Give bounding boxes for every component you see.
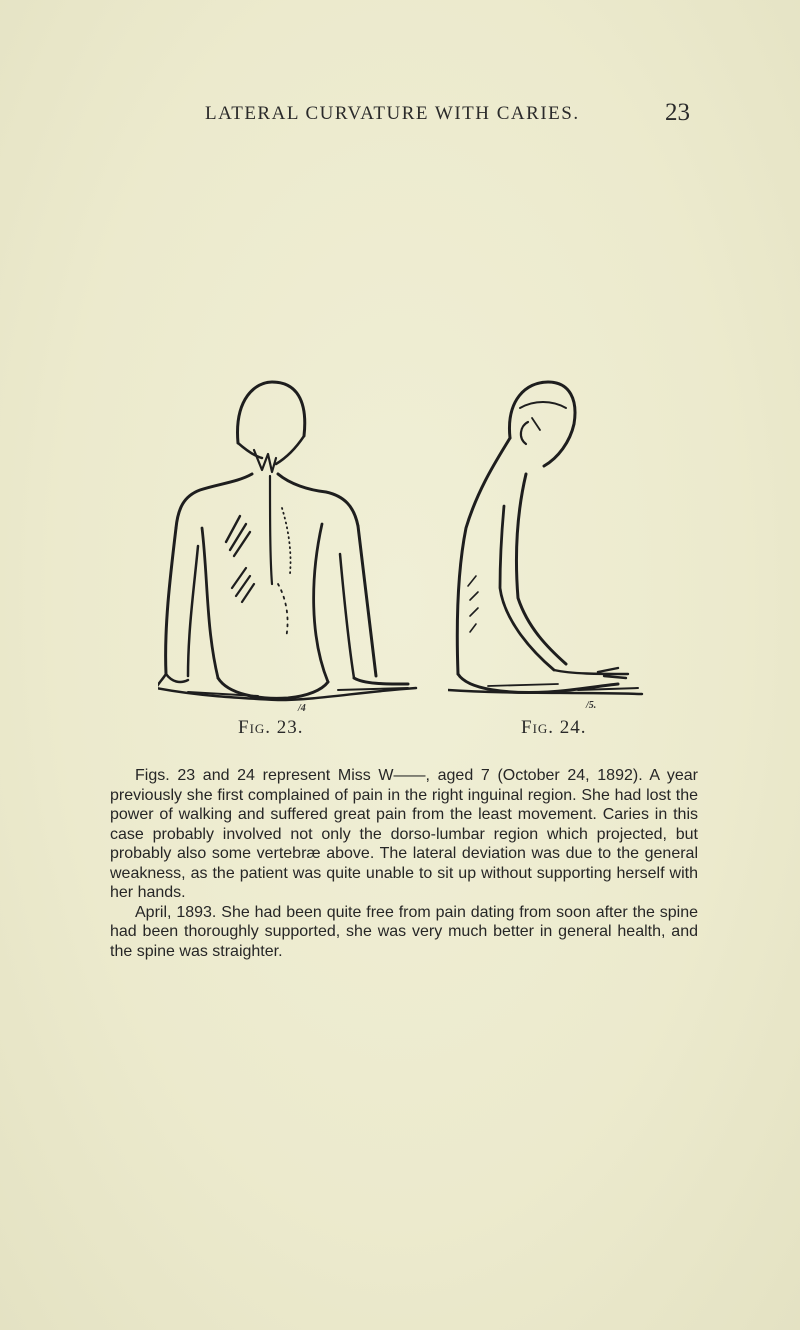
figure-24-mark: /5.: [586, 700, 597, 711]
figure-23-mark: /4: [298, 703, 306, 714]
paragraph-followup: April, 1893. She had been quite free from pain dating from soon after the spine had been thoroughly supported, she was very much better in general health, and the spine was straighter.: [110, 903, 698, 960]
paragraph-case-history: Figs. 23 and 24 represent Miss W——, aged 7 (October 24, 1892). A year previously she first complained of pain in the right inguinal region. She had lost the power of walking and suffered great pain from the least movement. Caries in this case probably involved not only the dorso-lumbar region which projected, but probably also some vertebræ above. The lateral deviation was due to the general weakness, as the patient was quite unable to sit up without supporting herself with her hands.: [110, 767, 698, 901]
page-number: 23: [665, 99, 690, 126]
body-text: [110, 766, 698, 961]
figure-24-illustration: [448, 378, 644, 708]
figure-24-caption: Fig. 24.: [521, 717, 587, 738]
running-title: LATERAL CURVATURE WITH CARIES.: [205, 103, 580, 124]
figure-23-illustration: [158, 378, 420, 708]
figure-23-caption: Fig. 23.: [238, 717, 304, 738]
running-head: [0, 99, 800, 133]
